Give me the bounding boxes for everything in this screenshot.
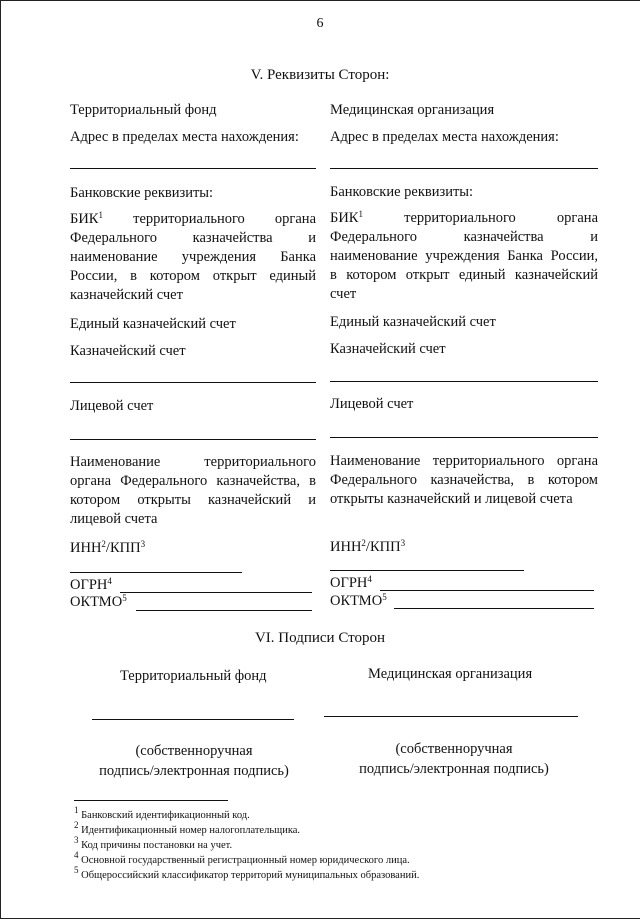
right-personal-account-line xyxy=(330,437,598,438)
left-oktmo-line xyxy=(136,610,312,611)
right-bik-line-4: в котором открыт единый казначейский xyxy=(330,267,598,283)
left-personal-account-line xyxy=(70,439,316,440)
right-inn-kpp-text-kpp: КПП xyxy=(369,539,401,555)
right-single-account-label: Единый казначейский счет xyxy=(330,314,496,330)
left-personal-account-label: Лицевой счет xyxy=(70,398,154,414)
left-single-account-label: Единый казначейский счет xyxy=(70,316,236,332)
right-oktmo-line xyxy=(394,608,594,609)
right-tb-line-1: Наименование территориального органа xyxy=(330,453,598,469)
right-bank-details-label: Банковские реквизиты: xyxy=(330,184,474,200)
right-address-label: Адрес в пределах места нахождения: xyxy=(330,129,559,145)
page-number: 6 xyxy=(316,16,324,31)
right-oktmo-text: ОКТМО xyxy=(330,593,383,609)
left-ogrn-line xyxy=(120,592,312,593)
sign-left-party: Территориальный фонд xyxy=(120,668,267,684)
sign-left-caption xyxy=(84,741,304,781)
right-bik-block xyxy=(330,209,598,304)
sign-right-line xyxy=(324,716,578,717)
sign-right-caption xyxy=(344,739,564,779)
left-inn-kpp-text-inn: ИНН xyxy=(70,540,102,556)
right-inn-kpp-text: ИНН$^2$/КПП$^3$ xyxy=(330,538,406,555)
left-oktmo-text: ОКТМО xyxy=(70,594,123,610)
left-inn-kpp-text-mark-3: 3 xyxy=(140,539,146,549)
right-footnote-mark-5: 5 xyxy=(382,592,387,602)
left-address-line xyxy=(70,168,316,169)
footnote-1-text: Банковский идентификационный код. xyxy=(81,810,250,821)
footnote-mark-1: 1 xyxy=(98,210,103,220)
right-oktmo-label xyxy=(330,592,387,611)
right-inn-kpp-label xyxy=(330,538,405,557)
left-address-label: Адрес в пределах места нахождения: xyxy=(70,129,299,145)
sign-right-caption-line1: (собственноручная xyxy=(395,741,513,757)
right-inn-kpp-text-mark-3: 3 xyxy=(400,538,406,548)
right-personal-account-label: Лицевой счет xyxy=(330,396,414,412)
footnote-3 xyxy=(74,835,233,853)
section6-title: VI. Подписи Сторон xyxy=(254,630,386,646)
section5-title: V. Реквизиты Сторон: xyxy=(250,67,390,83)
right-address-line xyxy=(330,168,598,169)
right-bik-line-3: наименование учреждения Банка России, xyxy=(330,248,598,264)
footnote-5-mark: 5 xyxy=(74,865,79,875)
right-bik-line-5: счет xyxy=(330,286,357,302)
sign-left-caption-line2: подпись/электронная подпись) xyxy=(99,763,289,779)
footnote-1-mark: 1 xyxy=(74,805,79,815)
left-bik-rest: территориального органа xyxy=(133,211,316,227)
left-bik-line-5: казначейский счет xyxy=(70,287,183,303)
left-party-name: Территориальный фонд xyxy=(70,102,217,118)
right-ogrn-label xyxy=(330,574,372,593)
left-tb-name-block xyxy=(70,453,316,529)
right-tb-line-2: Федерального казначейства, в котором xyxy=(330,472,598,488)
left-oktmo-label xyxy=(70,593,127,612)
footnote-4-text: Основной государственный регистрационный номер юридического лица. xyxy=(81,855,410,866)
footnote-1 xyxy=(74,805,250,823)
footnote-3-mark: 3 xyxy=(74,835,79,845)
right-bik-line-2: Федерального казначейства и xyxy=(330,229,598,245)
footnote-5-text: Общероссийский классификатор территорий муниципальных образований. xyxy=(81,870,420,881)
right-tb-line-3: открыты казначейский и лицевой счета xyxy=(330,491,573,507)
right-ogrn-line xyxy=(380,590,594,591)
left-inn-kpp-label xyxy=(70,539,145,558)
left-inn-kpp-text-mark-2: 2 xyxy=(101,539,106,549)
right-bik-label: БИК xyxy=(330,210,359,226)
footnote-4 xyxy=(74,850,410,868)
left-bik-label: БИК xyxy=(70,211,99,227)
left-ogrn-text: ОГРН xyxy=(70,577,108,593)
left-inn-kpp-text-kpp: КПП xyxy=(109,540,141,556)
footnote-3-text: Код причины постановки на учет. xyxy=(81,840,233,851)
scan-edge-left xyxy=(0,0,1,919)
footnote-mark-4: 4 xyxy=(107,576,112,586)
right-tb-name-block xyxy=(330,452,598,509)
sign-right-party: Медицинская организация xyxy=(368,666,533,682)
left-bik-line-4: России, в котором открыт единый xyxy=(70,268,316,284)
left-tb-line-2: органа Федерального казначейства, в xyxy=(70,473,316,489)
sign-left-caption-line1: (собственноручная xyxy=(135,743,253,759)
right-treasury-account-label: Казначейский счет xyxy=(330,341,446,357)
left-treasury-account-label: Казначейский счет xyxy=(70,343,186,359)
sign-left-line xyxy=(92,719,294,720)
right-inn-kpp-line xyxy=(330,570,524,571)
scan-edge-top xyxy=(0,0,640,1)
left-bik-line-3: наименование учреждения Банка xyxy=(70,249,316,265)
left-bik-block xyxy=(70,210,316,305)
right-bik-rest: территориального органа xyxy=(404,210,598,226)
left-tb-line-4: лицевой счета xyxy=(70,511,158,527)
left-inn-kpp-line xyxy=(70,572,242,573)
right-inn-kpp-text-mark-2: 2 xyxy=(361,538,366,548)
right-footnote-mark-1: 1 xyxy=(358,209,363,219)
right-inn-kpp-text-inn: ИНН xyxy=(330,539,362,555)
left-tb-line-3: котором открыты казначейский и xyxy=(70,492,316,508)
right-treasury-account-line xyxy=(330,381,598,382)
sign-right-caption-line2: подпись/электронная подпись) xyxy=(359,761,549,777)
right-party-name: Медицинская организация xyxy=(330,102,495,118)
right-ogrn-text: ОГРН xyxy=(330,575,368,591)
right-footnote-mark-4: 4 xyxy=(367,574,372,584)
left-treasury-account-line xyxy=(70,382,316,383)
footnote-5 xyxy=(74,865,420,883)
footnote-2-mark: 2 xyxy=(74,820,79,830)
left-tb-line-1: Наименование территориального xyxy=(70,454,316,470)
footnote-2-text: Идентификационный номер налогоплательщика. xyxy=(81,825,301,836)
left-bank-details-label: Банковские реквизиты: xyxy=(70,185,214,201)
footnote-4-mark: 4 xyxy=(74,850,79,860)
footnote-separator xyxy=(74,800,228,801)
footnote-mark-5: 5 xyxy=(122,593,127,603)
left-bik-line-2: Федерального казначейства и xyxy=(70,230,316,246)
footnote-2 xyxy=(74,820,301,838)
left-inn-kpp-text: ИНН$^2$/КПП$^3$ xyxy=(70,539,146,556)
